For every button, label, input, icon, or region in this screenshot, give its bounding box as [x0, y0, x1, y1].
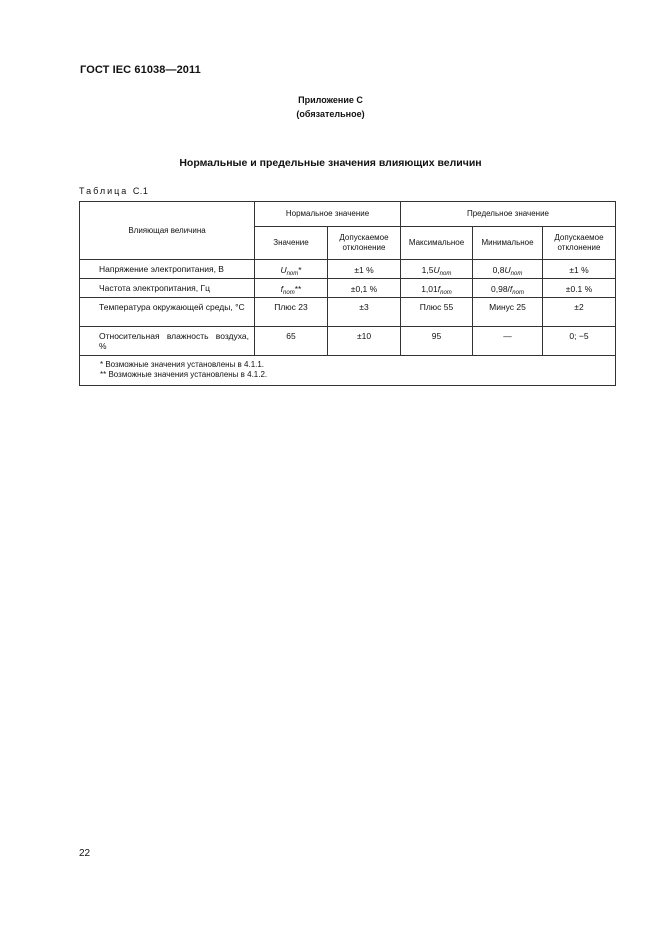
row-label: Частота электропитания, Гц	[80, 279, 255, 298]
cell-tolerance-limit: ±2	[543, 298, 616, 327]
symbol: f	[437, 283, 441, 294]
header-value: Значение	[255, 227, 328, 260]
table-caption-number: С.1	[132, 186, 149, 196]
header-normal-value: Нормальное значение	[255, 202, 401, 227]
prefix: 1,5	[421, 264, 434, 275]
cell-minimum: Минус 25	[473, 298, 543, 327]
symbol: U	[433, 264, 440, 275]
annex-title: Приложение С	[298, 95, 363, 105]
subscript: nom	[510, 270, 523, 277]
section-title: Нормальные и предельные значения влияющих величин	[179, 157, 482, 169]
cell-tolerance: ±0,1 %	[328, 279, 401, 298]
header-maximum: Максимальное	[401, 227, 473, 260]
cell-value	[255, 279, 328, 298]
table-header-row-1	[80, 202, 616, 227]
subscript: nom	[512, 289, 524, 296]
cell-tolerance: ±10	[328, 327, 401, 356]
table-caption-word: Таблица	[79, 186, 129, 196]
suffix: **	[294, 283, 302, 294]
table-note: * Возможные значения установлены в 4.1.1.	[100, 360, 265, 369]
symbol: f	[509, 283, 513, 294]
cell-tolerance-limit: ±1 %	[543, 260, 616, 279]
header-quantity: Влияющая величина	[80, 202, 255, 260]
cell-maximum: 95	[401, 327, 473, 356]
header-limit-value: Предельное значение	[401, 202, 616, 227]
header-minimum: Минимальное	[473, 227, 543, 260]
table-caption	[79, 186, 148, 196]
cell-maximum	[401, 260, 473, 279]
table-row	[80, 279, 616, 298]
cell-value: Плюс 23	[255, 298, 328, 327]
symbol: U	[504, 264, 511, 275]
subscript: nom	[440, 289, 452, 296]
prefix: 0,98/	[491, 283, 510, 294]
subscript: nom	[286, 270, 299, 277]
table-notes-row	[80, 356, 616, 386]
influence-quantities-table	[79, 201, 616, 386]
cell-maximum: Плюс 55	[401, 298, 473, 327]
symbol: f	[280, 283, 284, 294]
cell-tolerance: ±3	[328, 298, 401, 327]
symbol: U	[280, 264, 287, 275]
table-row	[80, 298, 616, 327]
document-code: ГОСТ IEC 61038—2011	[80, 64, 201, 76]
cell-minimum	[473, 279, 543, 298]
subscript: nom	[283, 289, 295, 296]
page-number: 22	[79, 848, 91, 859]
suffix: *	[298, 264, 302, 275]
cell-tolerance-limit: ±0.1 %	[543, 279, 616, 298]
row-label: Относительная влажность воздуха, %	[80, 327, 255, 356]
prefix: 1,01	[421, 283, 438, 294]
table-row	[80, 260, 616, 279]
cell-minimum: —	[473, 327, 543, 356]
cell-tolerance: ±1 %	[328, 260, 401, 279]
table-row	[80, 327, 616, 356]
row-label: Температура окружающей среды, °С	[80, 298, 255, 327]
header-tolerance: Допускаемое отклонение	[328, 227, 401, 260]
cell-minimum	[473, 260, 543, 279]
cell-value	[255, 260, 328, 279]
prefix: 0,8	[492, 264, 505, 275]
cell-tolerance-limit: 0; −5	[543, 327, 616, 356]
cell-value: 65	[255, 327, 328, 356]
header-tolerance-limit: Допускаемое отклонение	[543, 227, 616, 260]
cell-maximum	[401, 279, 473, 298]
subscript: nom	[439, 270, 452, 277]
row-label: Напряжение электропитания, В	[80, 260, 255, 279]
table-notes	[80, 356, 616, 386]
annex-status: (обязательное)	[296, 109, 365, 119]
table-note: ** Возможные значения установлены в 4.1.2.	[100, 370, 268, 379]
